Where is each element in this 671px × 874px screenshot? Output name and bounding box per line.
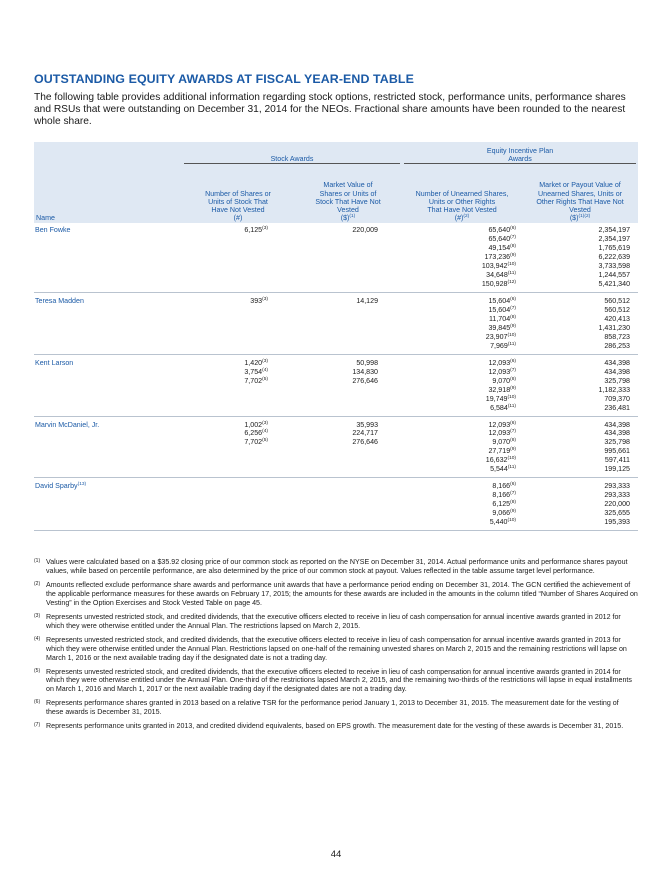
cell-market-value (294, 478, 402, 531)
footnote-ref: (4) (262, 429, 268, 435)
cell-value: 65,640$^{(6)}$ (488, 226, 517, 235)
cell-value: 19,749$^{(10)}$ (485, 394, 517, 403)
footnote-mark: (4) (34, 635, 41, 642)
cell-value: 1,420$^{(3)}$ (244, 358, 268, 367)
footnote-ref: (6) (510, 420, 517, 426)
cell-unearned-shares (402, 293, 522, 355)
cell-value: 858,723 (604, 332, 631, 341)
cell-shares-not-vested (182, 223, 294, 292)
cell-value: 5,421,340 (598, 280, 631, 289)
footnote-ref: (3) (262, 358, 268, 364)
cell-value: 2,354,197 (598, 235, 631, 244)
footnote-ref: (4) (262, 367, 268, 373)
cell-value: 6,222,639 (598, 253, 631, 262)
cell-value: 420,413 (604, 315, 631, 323)
footnote-ref: (3) (262, 297, 268, 303)
cell-value: 6,125$^{(3)}$ (244, 226, 268, 235)
col-header-unearned-shares (402, 165, 522, 223)
cell-value: 12,093$^{(6)}$ (488, 420, 517, 429)
cell-value: 1,765,619 (598, 244, 631, 253)
cell-value: 7,969$^{(11)}$ (490, 341, 517, 350)
footnote-ref: (7) (510, 429, 517, 435)
footnote-ref: (7) (510, 235, 517, 241)
cell-value: 12,093$^{(7)}$ (488, 429, 517, 438)
footnote-ref: (6) (510, 297, 517, 303)
footnote-mark: (2) (34, 580, 41, 587)
cell-payout-value (522, 478, 638, 531)
cell-value: 195,393 (604, 518, 631, 527)
footnote-ref: (3) (262, 420, 268, 426)
cell-value: 393$^{(3)}$ (250, 297, 268, 306)
cell-market-value (294, 354, 402, 416)
footnote-ref: (9) (510, 323, 517, 329)
cell-value: 434,398 (604, 358, 631, 367)
footnote-mark: (6) (34, 699, 41, 706)
person-name: Ben Fowke (35, 226, 71, 235)
cell-unearned-shares (402, 354, 522, 416)
intro-paragraph: The following table provides additional information regarding stock options, restricted stock, performance units, performance shares and RSUs that were outstanding on December 31, 2014 for the NEOs. Fractional share amounts have been rounded to the nearest whole share. (34, 92, 626, 128)
header-line: Vested (569, 206, 591, 215)
cell-value: 325,798 (604, 438, 631, 447)
footnote-mark: (7) (34, 722, 41, 729)
cell-unearned-shares (402, 223, 522, 292)
footnote-ref: (8) (510, 315, 517, 320)
footnote-ref: (9) (510, 509, 517, 515)
cell-value: 5,440$^{(10)}$ (489, 518, 517, 527)
cell-value: 11,704$^{(8)}$ (488, 315, 517, 323)
footnote-ref: (7) (510, 491, 517, 497)
row-name (34, 223, 182, 292)
cell-value: 6,256$^{(4)}$ (244, 429, 268, 438)
cell-value: 434,398 (604, 429, 631, 438)
header-line: Market or Payout Value of (539, 181, 621, 190)
row-name (34, 478, 182, 531)
cell-value: 12,093$^{(7)}$ (488, 367, 517, 376)
cell-payout-value (522, 223, 638, 292)
cell-value: 286,253 (604, 341, 631, 350)
cell-value: 220,009 (352, 226, 379, 235)
header-line: Number of Unearned Shares, (415, 189, 509, 198)
footnote-ref: (7) (510, 367, 517, 373)
cell-value: 173,236$^{(9)}$ (484, 253, 517, 262)
footnote-ref: (8) (510, 500, 517, 506)
row-name (34, 293, 182, 355)
footnote-ref: (9) (510, 447, 517, 453)
footnote-ref: (10) (507, 456, 517, 462)
cell-value: 199,125 (604, 465, 631, 474)
cell-value: 50,998 (356, 358, 379, 367)
footnote (34, 581, 638, 608)
cell-value: 15,604$^{(6)}$ (488, 297, 517, 306)
cell-value: 236,481 (604, 403, 631, 412)
cell-value: 9,066$^{(9)}$ (492, 509, 517, 518)
col-header-market-value (294, 165, 402, 223)
table-row (34, 354, 638, 416)
table-body (34, 223, 638, 530)
footnote (34, 699, 638, 717)
equity-incentive-group-header: Equity Incentive Plan Awards (402, 142, 638, 165)
cell-value: 293,333 (604, 491, 631, 500)
header-line: Number of Shares or (205, 189, 271, 198)
footnote-ref: (12) (507, 280, 517, 286)
cell-value: 134,830 (352, 367, 379, 376)
person-name: Teresa Madden (35, 297, 84, 306)
footnote-text: Amounts reflected exclude performance share awards and performance unit awards that have a performance period ending on December 31, 2014. The GCN certified the achievement of the applicable performance measures for these awards on February 17, 2015; the amounts for these awards are included in the amounts in the column titled “Number of Shares Acquired on Vesting” in the Option Exercises and Stock Vested Table on page 45. (46, 580, 638, 607)
table-row (34, 223, 638, 292)
cell-value: 560,512 (604, 306, 631, 315)
row-name (34, 354, 182, 416)
header-line: Other Rights That Have Not (536, 197, 624, 206)
footnote-ref: (11) (507, 271, 517, 277)
cell-value: 34,648$^{(11)}$ (486, 271, 517, 280)
header-line: Shares or Units of (319, 189, 377, 198)
footnote-ref: (3) (262, 226, 268, 232)
cell-value: 23,907$^{(10)}$ (485, 332, 517, 341)
footnote-text: Represents performance units granted in 2013, and credited dividend equivalents, based on EPS growth. The measurement date for the vesting of these awards is December 31, 2015. (46, 722, 624, 731)
footnote (34, 636, 638, 663)
cell-value: 995,661 (604, 447, 631, 456)
cell-value: 325,655 (604, 509, 631, 518)
row-name (34, 416, 182, 478)
footnote-ref: (8) (510, 438, 517, 444)
cell-value: 7,702$^{(5)}$ (244, 376, 268, 385)
header-line: Market Value of (323, 181, 373, 190)
cell-shares-not-vested (182, 416, 294, 478)
footnote-ref: (11) (507, 341, 517, 347)
cell-value: 14,129 (356, 297, 379, 306)
cell-value: 7,702$^{(5)}$ (244, 438, 268, 447)
cell-value: 9,070$^{(8)}$ (492, 376, 517, 385)
cell-value: 434,398 (604, 367, 631, 376)
cell-value: 276,646 (352, 438, 379, 447)
cell-value: 434,398 (604, 420, 631, 429)
cell-value: 1,002$^{(3)}$ (244, 420, 268, 429)
table-row (34, 478, 638, 531)
page-number: 44 (330, 849, 342, 860)
cell-value: 27,719$^{(9)}$ (488, 447, 517, 456)
cell-value: 276,646 (352, 376, 379, 385)
footnote-ref: (11) (507, 403, 517, 409)
header-line: ($)$^{(1)(2)}$ (569, 214, 591, 223)
footnote-ref: (10) (507, 394, 517, 400)
cell-value: 597,411 (604, 456, 631, 465)
person-name: Marvin McDaniel, Jr. (35, 420, 100, 429)
cell-market-value (294, 416, 402, 478)
footnote-ref: (2) (463, 214, 470, 220)
cell-unearned-shares (402, 416, 522, 478)
cell-value: 1,244,557 (598, 271, 631, 280)
col-header-shares-not-vested (182, 165, 294, 223)
cell-value: 65,640$^{(7)}$ (488, 235, 517, 244)
footnote-ref: (9) (510, 385, 517, 391)
footnote-text: Represents unvested restricted stock, and credited dividends, that the executive officers elected to receive in lieu of cash compensation for annual incentive awards granted in 2012 for which they were otherwise entitled under the Annual Plan. The restrictions lapsed on March 2, 2015. (46, 612, 621, 630)
footnote-ref: (8) (510, 244, 517, 250)
footnote-ref: (10) (507, 262, 517, 268)
cell-shares-not-vested (182, 354, 294, 416)
footnote-ref: (5) (262, 376, 268, 382)
cell-value: 220,000 (604, 500, 631, 509)
header-line: Units or Other Rights (428, 197, 496, 206)
footnote-ref: (6) (510, 482, 517, 488)
footnote-mark: (1) (34, 558, 41, 564)
cell-shares-not-vested (182, 293, 294, 355)
table-row (34, 416, 638, 478)
footnote-text: Represents performance shares granted in 2013 based on a relative TSR for the performance period January 1, 2013 to December 31, 2015. The measurement date for the vesting of these awards is December 31, 2015. (46, 699, 619, 717)
header-line: That Have Not Vested (427, 206, 497, 215)
cell-value: 35,993 (356, 420, 379, 429)
footnote-ref: (1) (349, 214, 356, 220)
person-name: David Sparby (35, 482, 78, 491)
cell-unearned-shares (402, 478, 522, 531)
cell-payout-value (522, 416, 638, 478)
cell-value: 15,604$^{(7)}$ (488, 306, 517, 315)
footnote-mark: (3) (34, 612, 41, 619)
cell-value: 325,798 (604, 376, 631, 385)
cell-value: 224,717 (352, 429, 379, 438)
cell-market-value (294, 223, 402, 292)
cell-value: 9,070$^{(8)}$ (492, 438, 517, 447)
header-line: (#) (233, 214, 243, 223)
cell-value: 32,918$^{(9)}$ (488, 385, 517, 394)
cell-value: 1,182,333 (598, 385, 631, 394)
header-line: Units of Stock That (208, 197, 268, 206)
header-line: Have Not Vested (211, 206, 265, 215)
footnote (34, 613, 638, 631)
cell-value: 3,754$^{(4)}$ (244, 367, 268, 376)
header-line: Vested (337, 206, 359, 215)
cell-value: 8,166$^{(7)}$ (492, 491, 517, 500)
footnote-ref: (7) (510, 306, 517, 312)
footnote (34, 722, 638, 731)
cell-value: 709,370 (604, 394, 631, 403)
cell-value: 103,942$^{(10)}$ (481, 262, 517, 271)
cell-value: 150,928$^{(12)}$ (481, 280, 517, 289)
col-header-name: Name (34, 165, 182, 223)
footnote-ref: (10) (507, 332, 517, 338)
cell-value: 39,845$^{(9)}$ (488, 323, 517, 332)
footnote-ref: (8) (510, 376, 517, 382)
cell-value: 6,584$^{(11)}$ (490, 403, 517, 412)
cell-market-value (294, 293, 402, 355)
footnote-ref: (13) (77, 482, 87, 488)
footnote-text: Values were calculated based on a $35.92 closing price of our common stock as reported on the NYSE on December 31, 2014. Actual performance units and performance shares payout values, while based on percentile performance, are also determined by the price of our common stock at payout. Values reflected in the table assume target level performance. (46, 558, 628, 575)
cell-payout-value (522, 354, 638, 416)
footnote-ref: (9) (510, 253, 517, 259)
footnote-ref: (11) (507, 465, 517, 471)
cell-value: 5,544$^{(11)}$ (490, 465, 517, 474)
cell-value: 293,333 (604, 482, 631, 491)
cell-value: 2,354,197 (598, 226, 631, 235)
footnote-ref: (6) (510, 358, 517, 364)
cell-shares-not-vested (182, 478, 294, 531)
footnote-ref: (5) (262, 438, 268, 444)
footnote-text: Represents unvested restricted stock, and credited dividends, that the executive officers elected to receive in lieu of cash compensation for annual incentive awards granted in 2014 for which they were otherwise entitled under the Annual Plan. One-third of the restrictions lapsed March 2, 2015, and the remaining two-thirds of the restrictions will lapse in equal installments on March 1, 2016 and March 1, 2017 or the next available trading day if the designated dates are not a trading day. (46, 667, 632, 694)
footnote (34, 558, 638, 576)
cell-value: 1,431,230 (598, 323, 631, 332)
cell-value: 49,154$^{(8)}$ (488, 244, 517, 253)
header-line: Unearned Shares, Units or (538, 189, 623, 198)
footnote-ref: (1)(2) (578, 214, 591, 220)
person-name: Kent Larson (35, 358, 74, 367)
table-row (34, 293, 638, 355)
footnotes (34, 558, 638, 736)
footnote-ref: (6) (510, 226, 517, 232)
cell-value: 6,125$^{(8)}$ (492, 500, 517, 509)
footnote-ref: (10) (507, 518, 517, 524)
header-line: ($)$^{(1)}$ (340, 214, 356, 223)
cell-value: 16,632$^{(10)}$ (485, 456, 517, 465)
equity-awards-table (34, 142, 638, 531)
cell-value: 8,166$^{(6)}$ (492, 482, 517, 491)
footnote (34, 668, 638, 695)
col-header-payout-value (522, 165, 638, 223)
cell-value: 560,512 (604, 297, 631, 306)
header-line: (#)$^{(2)}$ (454, 214, 470, 223)
cell-value: 3,733,598 (598, 262, 631, 271)
section-title: OUTSTANDING EQUITY AWARDS AT FISCAL YEAR-END TABLE (34, 72, 414, 86)
footnote-text: Represents unvested restricted stock, and credited dividends, that the executive officers elected to receive in lieu of cash compensation for annual incentive awards granted in 2013 for which they were otherwise entitled under the Annual Plan. Restrictions lapsed on one-half of the remaining unvested shares on March 2, 2015 and the remaining restrictions will lapse on March 1, 2016 or the next available trading day if the designated date is not a trading day. (46, 635, 627, 662)
stock-awards-group-header: Stock Awards (182, 142, 402, 165)
cell-value: 12,093$^{(6)}$ (488, 358, 517, 367)
header-line: Stock That Have Not (315, 197, 381, 206)
footnote-mark: (5) (34, 667, 41, 674)
cell-payout-value (522, 293, 638, 355)
